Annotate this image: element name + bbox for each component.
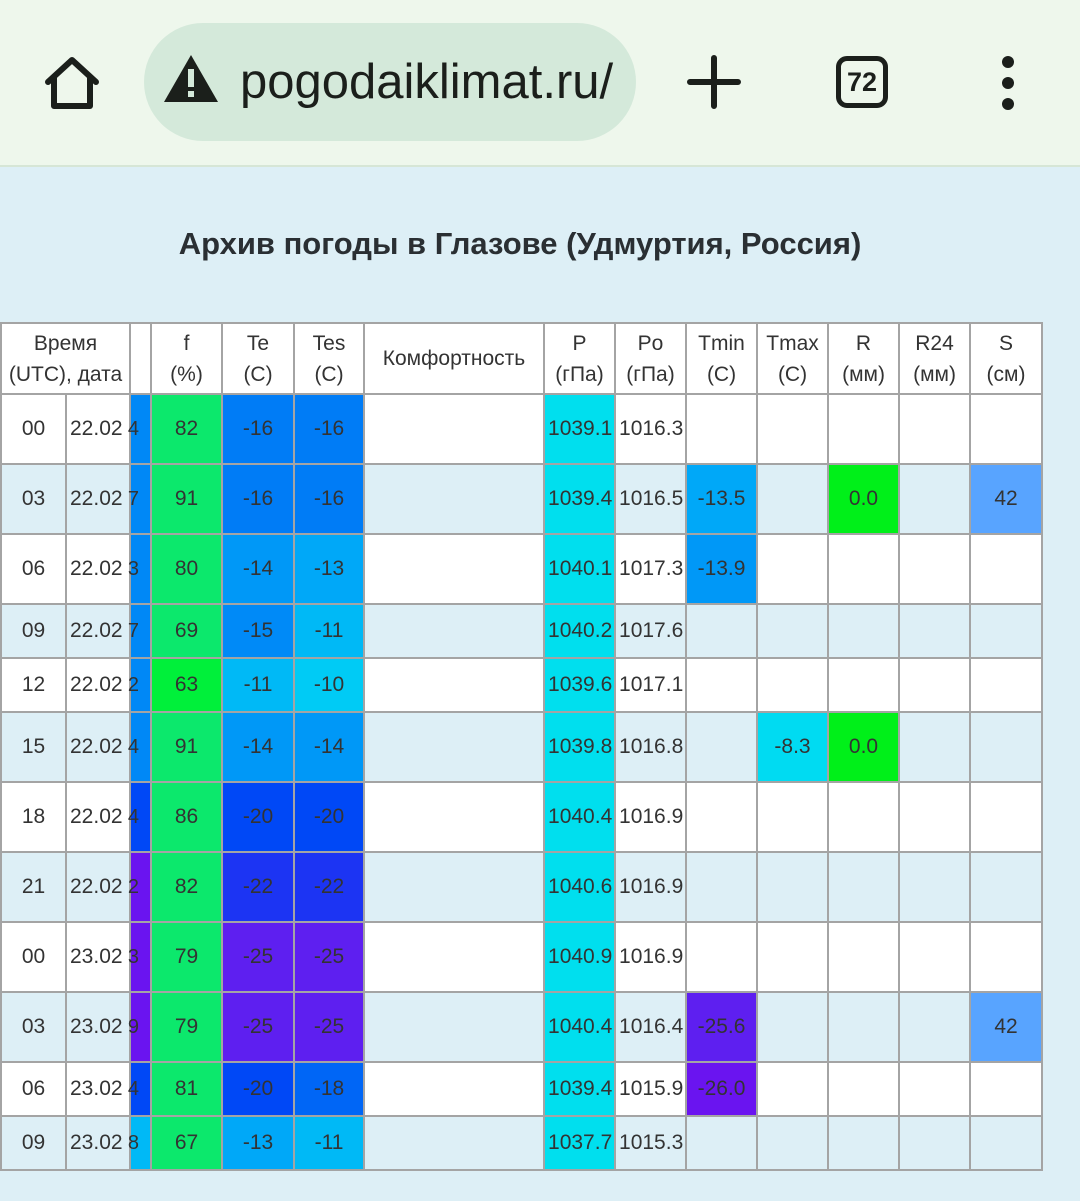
cell-tmax: [757, 782, 828, 852]
more-menu-icon[interactable]: [996, 55, 1020, 111]
header-te[interactable]: Te (C): [222, 323, 294, 394]
cell-tmin: -13.5: [686, 464, 757, 534]
cell-r: [828, 852, 899, 922]
cell-comfort: [364, 782, 544, 852]
new-tab-plus-icon[interactable]: [686, 54, 742, 110]
cell-dc-value: 3: [127, 945, 140, 968]
cell-tes: -11: [294, 604, 364, 658]
header-r24[interactable]: R24 (мм): [899, 323, 970, 394]
header-p[interactable]: P (гПа): [544, 323, 615, 394]
cell-dc: [127, 534, 151, 604]
cell-f: 91: [151, 464, 222, 534]
cell-p: 1039.6: [544, 658, 615, 712]
cell-p: 1040.2: [544, 604, 615, 658]
cell-tmax: -8.3: [757, 712, 828, 782]
table-row: [1, 992, 1042, 1062]
cell-r24: [899, 712, 970, 782]
cell-dc: [127, 604, 151, 658]
cell-s: [970, 1062, 1042, 1116]
cell-date: 22.02: [66, 782, 130, 852]
cell-dc: [127, 992, 151, 1062]
cell-f: 81: [151, 1062, 222, 1116]
cell-dc: [127, 712, 151, 782]
cell-time: 12: [1, 658, 66, 712]
cell-dc: [127, 852, 151, 922]
cell-tmin: [686, 852, 757, 922]
cell-date: 23.02: [66, 1062, 130, 1116]
cell-time: 09: [1, 1116, 66, 1170]
cell-tmax: [757, 922, 828, 992]
cell-tmax: [757, 852, 828, 922]
cell-tmax: [757, 658, 828, 712]
cell-tmax: [757, 534, 828, 604]
cell-time: 06: [1, 1062, 66, 1116]
cell-r24: [899, 1062, 970, 1116]
cell-time: 09: [1, 604, 66, 658]
cell-r24: [899, 604, 970, 658]
cell-f: 67: [151, 1116, 222, 1170]
cell-s: [970, 658, 1042, 712]
cell-s: [970, 394, 1042, 464]
cell-date: 23.02: [66, 992, 130, 1062]
header-comfort[interactable]: Комфортность: [364, 323, 544, 394]
cell-te: -13: [222, 1116, 294, 1170]
cell-tes: -10: [294, 658, 364, 712]
cell-s: [970, 782, 1042, 852]
cell-dc-value: 4: [127, 417, 140, 440]
cell-r: [828, 534, 899, 604]
cell-tmax: [757, 1062, 828, 1116]
cell-r24: [899, 782, 970, 852]
cell-tmin: [686, 712, 757, 782]
cell-tmax: [757, 464, 828, 534]
cell-s: 42: [970, 464, 1042, 534]
cell-r24: [899, 658, 970, 712]
cell-po: 1015.3: [615, 1116, 686, 1170]
cell-te: -15: [222, 604, 294, 658]
cell-dc: [127, 1062, 151, 1116]
cell-po: 1016.9: [615, 852, 686, 922]
cell-r: [828, 1062, 899, 1116]
cell-r: [828, 782, 899, 852]
cell-te: -20: [222, 1062, 294, 1116]
cell-date: 23.02: [66, 922, 130, 992]
cell-r24: [899, 852, 970, 922]
cell-time: 18: [1, 782, 66, 852]
cell-dc-value: 7: [127, 619, 140, 642]
cell-p: 1040.1: [544, 534, 615, 604]
cell-f: 79: [151, 922, 222, 992]
cell-p: 1040.4: [544, 992, 615, 1062]
cell-f: 86: [151, 782, 222, 852]
url-text[interactable]: pogodaiklimat.ru/: [240, 55, 614, 109]
browser-toolbar: [0, 0, 1080, 167]
cell-p: 1040.6: [544, 852, 615, 922]
cell-te: -16: [222, 394, 294, 464]
cell-comfort: [364, 712, 544, 782]
cell-tmax: [757, 992, 828, 1062]
cell-r: [828, 604, 899, 658]
cell-r: [828, 394, 899, 464]
cell-f: 82: [151, 394, 222, 464]
cell-te: -20: [222, 782, 294, 852]
cell-s: [970, 852, 1042, 922]
cell-r: [828, 992, 899, 1062]
cell-po: 1015.9: [615, 1062, 686, 1116]
cell-comfort: [364, 1116, 544, 1170]
cell-dc-value: 9: [127, 1015, 140, 1038]
cell-tmin: [686, 1116, 757, 1170]
cell-po: 1016.8: [615, 712, 686, 782]
cell-tes: -16: [294, 394, 364, 464]
cell-dc: [127, 1116, 151, 1170]
cell-r24: [899, 922, 970, 992]
cell-r: [828, 658, 899, 712]
cell-dc-value: 3: [127, 557, 140, 580]
header-r[interactable]: R (мм): [828, 323, 899, 394]
page-title: Архив погоды в Глазове (Удмуртия, Россия): [178, 226, 862, 261]
cell-time: 03: [1, 992, 66, 1062]
cell-r24: [899, 992, 970, 1062]
cell-dc: [127, 782, 151, 852]
cell-tmin: [686, 782, 757, 852]
cell-f: 91: [151, 712, 222, 782]
cell-dc-value: 7: [127, 487, 140, 510]
cell-p: 1040.4: [544, 782, 615, 852]
cell-time: 00: [1, 922, 66, 992]
cell-f: 63: [151, 658, 222, 712]
cell-r24: [899, 464, 970, 534]
cell-s: [970, 604, 1042, 658]
cell-tes: -20: [294, 782, 364, 852]
cell-te: -11: [222, 658, 294, 712]
cell-po: 1017.3: [615, 534, 686, 604]
cell-comfort: [364, 464, 544, 534]
cell-te: -14: [222, 712, 294, 782]
cell-tmax: [757, 1116, 828, 1170]
cell-tmin: [686, 604, 757, 658]
table-row: [1, 852, 1042, 922]
cell-p: 1037.7: [544, 1116, 615, 1170]
cell-s: 42: [970, 992, 1042, 1062]
table-row: [1, 712, 1042, 782]
cell-r24: [899, 534, 970, 604]
cell-tes: -22: [294, 852, 364, 922]
cell-po: 1017.6: [615, 604, 686, 658]
header-dc: [130, 323, 151, 394]
table-row: [1, 782, 1042, 852]
cell-dc-value: 4: [127, 1077, 140, 1100]
cell-tmin: [686, 394, 757, 464]
cell-comfort: [364, 852, 544, 922]
cell-date: 23.02: [66, 1116, 130, 1170]
cell-f: 69: [151, 604, 222, 658]
table-row: [1, 922, 1042, 992]
header-time[interactable]: Время (UTC), дата: [1, 323, 130, 394]
cell-dc-value: 2: [127, 673, 140, 696]
cell-te: -25: [222, 992, 294, 1062]
cell-tes: -16: [294, 464, 364, 534]
cell-dc: [127, 658, 151, 712]
cell-po: 1016.5: [615, 464, 686, 534]
cell-tes: -25: [294, 922, 364, 992]
cell-p: 1039.8: [544, 712, 615, 782]
cell-f: 80: [151, 534, 222, 604]
cell-dc: [127, 464, 151, 534]
header-tmin[interactable]: Tmin (C): [686, 323, 757, 394]
cell-date: 22.02: [66, 852, 130, 922]
cell-s: [970, 712, 1042, 782]
header-po[interactable]: Po (гПа): [615, 323, 686, 394]
cell-s: [970, 922, 1042, 992]
cell-tes: -14: [294, 712, 364, 782]
cell-r: 0.0: [828, 464, 899, 534]
cell-time: 21: [1, 852, 66, 922]
cell-date: 22.02: [66, 604, 130, 658]
cell-comfort: [364, 992, 544, 1062]
cell-p: 1039.4: [544, 464, 615, 534]
cell-r: [828, 1116, 899, 1170]
cell-comfort: [364, 1062, 544, 1116]
cell-po: 1016.4: [615, 992, 686, 1062]
weather-archive-table: [0, 322, 1043, 1171]
cell-p: 1040.9: [544, 922, 615, 992]
cell-po: 1017.1: [615, 658, 686, 712]
cell-tes: -13: [294, 534, 364, 604]
cell-dc-value: 2: [127, 875, 140, 898]
cell-tmax: [757, 604, 828, 658]
cell-tmax: [757, 394, 828, 464]
cell-po: 1016.9: [615, 782, 686, 852]
cell-tes: -11: [294, 1116, 364, 1170]
cell-p: 1039.4: [544, 1062, 615, 1116]
cell-r: 0.0: [828, 712, 899, 782]
table-row: [1, 1062, 1042, 1116]
cell-time: 00: [1, 394, 66, 464]
table-row: [1, 464, 1042, 534]
cell-comfort: [364, 534, 544, 604]
cell-time: 06: [1, 534, 66, 604]
cell-tes: -25: [294, 992, 364, 1062]
header-s[interactable]: S (см): [970, 323, 1042, 394]
cell-tmin: [686, 658, 757, 712]
not-secure-warning-icon[interactable]: [162, 52, 220, 104]
header-tes[interactable]: Tes (C): [294, 323, 364, 394]
home-icon[interactable]: [40, 52, 104, 112]
cell-r24: [899, 394, 970, 464]
cell-tes: -18: [294, 1062, 364, 1116]
cell-p: 1039.1: [544, 394, 615, 464]
cell-comfort: [364, 394, 544, 464]
table-row: [1, 604, 1042, 658]
cell-dc-value: 4: [127, 805, 140, 828]
cell-time: 15: [1, 712, 66, 782]
cell-comfort: [364, 922, 544, 992]
cell-tmin: -26.0: [686, 1062, 757, 1116]
header-tmax[interactable]: Tmax (C): [757, 323, 828, 394]
cell-date: 22.02: [66, 534, 130, 604]
cell-r24: [899, 1116, 970, 1170]
cell-dc-value: 8: [127, 1131, 140, 1154]
cell-date: 22.02: [66, 394, 130, 464]
header-f[interactable]: f (%): [151, 323, 222, 394]
cell-date: 22.02: [66, 658, 130, 712]
table-row: [1, 658, 1042, 712]
cell-time: 03: [1, 464, 66, 534]
cell-te: -16: [222, 464, 294, 534]
cell-dc: [127, 922, 151, 992]
table-row: [1, 534, 1042, 604]
cell-dc-value: 4: [127, 735, 140, 758]
cell-te: -22: [222, 852, 294, 922]
table-row: [1, 1116, 1042, 1170]
cell-tmin: -13.9: [686, 534, 757, 604]
cell-s: [970, 534, 1042, 604]
cell-f: 82: [151, 852, 222, 922]
cell-te: -25: [222, 922, 294, 992]
cell-f: 79: [151, 992, 222, 1062]
cell-tmin: -25.6: [686, 992, 757, 1062]
cell-comfort: [364, 604, 544, 658]
cell-dc: [127, 394, 151, 464]
cell-po: 1016.3: [615, 394, 686, 464]
cell-s: [970, 1116, 1042, 1170]
table-row: [1, 394, 1042, 464]
cell-date: 22.02: [66, 464, 130, 534]
cell-tmin: [686, 922, 757, 992]
table-header-row: [1, 323, 1042, 394]
cell-r: [828, 922, 899, 992]
cell-comfort: [364, 658, 544, 712]
tab-switcher-icon[interactable]: 72: [836, 56, 888, 108]
cell-te: -14: [222, 534, 294, 604]
cell-po: 1016.9: [615, 922, 686, 992]
cell-date: 22.02: [66, 712, 130, 782]
